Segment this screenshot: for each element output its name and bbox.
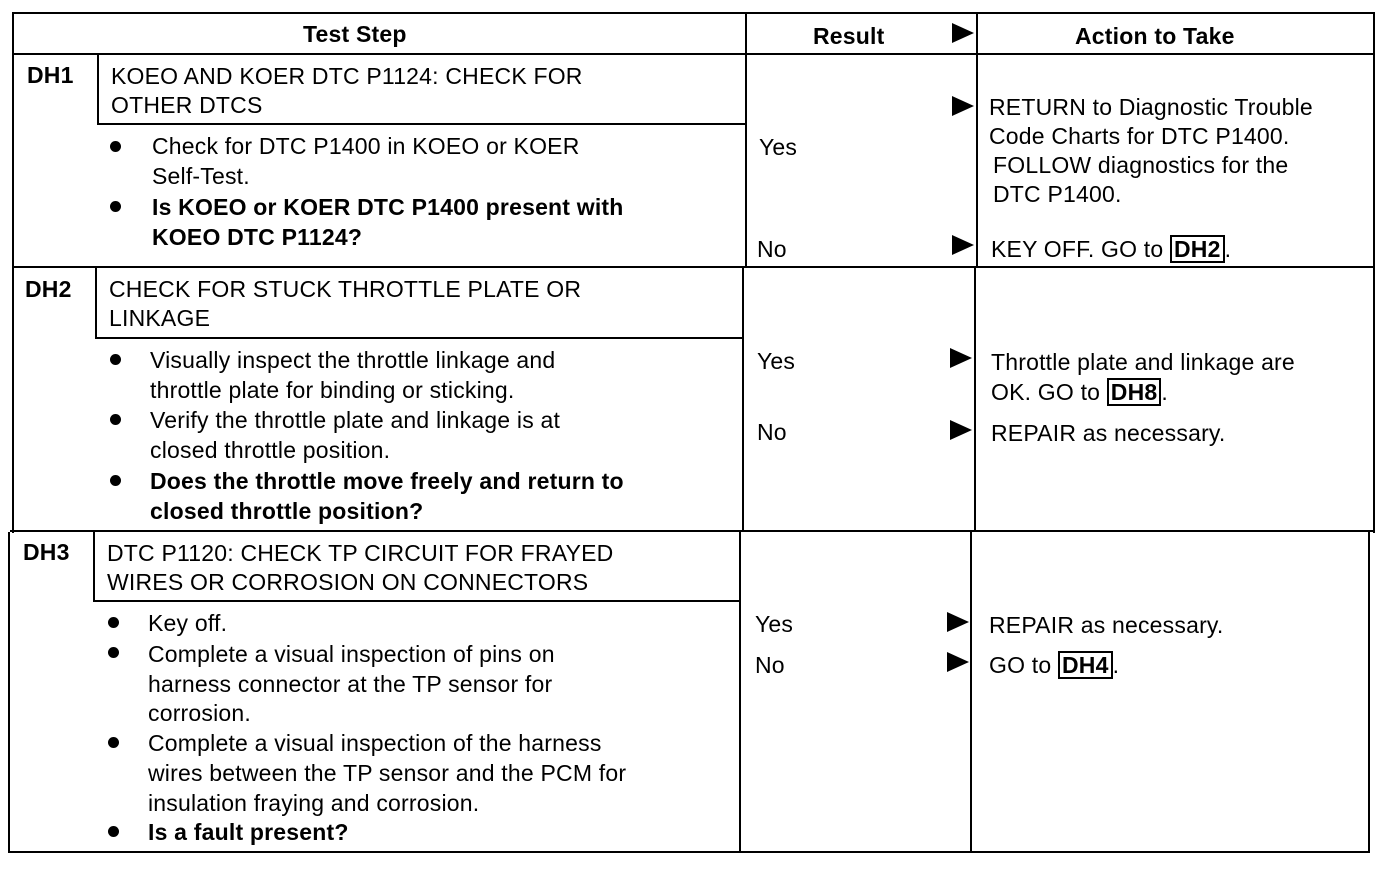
dh2-question-line1: Does the throttle move freely and return to bbox=[150, 468, 624, 494]
row-divider-dh2-dh3 bbox=[10, 530, 1374, 532]
step-id-dh1: DH1 bbox=[27, 62, 74, 88]
table-border-right-lower bbox=[1368, 532, 1370, 853]
bullet-icon bbox=[108, 647, 119, 658]
dh2-yes-action-line2 bbox=[991, 377, 1168, 407]
dh2-bullet1-line2: throttle plate for binding or sticking. bbox=[150, 377, 515, 403]
dh1-title-line2: OTHER DTCS bbox=[111, 92, 263, 118]
dh3-no-action-period: . bbox=[1112, 652, 1120, 678]
dh3-bullet3-line1: Complete a visual inspection of the harness bbox=[148, 730, 602, 756]
dh2-bullet2-line2: closed throttle position. bbox=[150, 437, 391, 463]
row-divider-dh1-dh2 bbox=[12, 266, 1374, 268]
header-arrow-icon bbox=[952, 23, 974, 43]
step-reference-link-dh2[interactable]: DH2 bbox=[1170, 235, 1225, 263]
dh1-question-line2: KOEO DTC P1124? bbox=[152, 224, 363, 250]
table-border-top bbox=[14, 12, 1375, 14]
dh1-yes-action-line4: DTC P1400. bbox=[993, 181, 1122, 207]
dh1-yes-arrow-icon bbox=[952, 96, 974, 116]
column-divider-action-3 bbox=[970, 530, 972, 853]
column-divider-result-3 bbox=[739, 530, 741, 853]
column-divider-action bbox=[976, 12, 978, 268]
dh3-bullet2-line2: harness connector at the TP sensor for bbox=[148, 671, 553, 697]
dh1-no-action-period: . bbox=[1224, 236, 1232, 262]
dh1-question-line1: Is KOEO or KOER DTC P1400 present with bbox=[152, 194, 624, 220]
dh3-no-action bbox=[989, 650, 1119, 680]
header-test-step: Test Step bbox=[303, 21, 407, 47]
dh3-no-arrow-icon bbox=[947, 652, 969, 672]
column-divider-action-2 bbox=[974, 266, 976, 532]
step-id-dh3: DH3 bbox=[23, 539, 70, 565]
bullet-icon bbox=[110, 414, 121, 425]
dh1-result-yes: Yes bbox=[759, 134, 798, 160]
dh1-title-line1: KOEO AND KOER DTC P1124: CHECK FOR bbox=[111, 63, 583, 89]
bullet-icon bbox=[110, 201, 121, 212]
dh2-bullet1-line1: Visually inspect the throttle linkage and bbox=[150, 347, 556, 373]
dh3-result-no: No bbox=[755, 652, 785, 678]
bullet-icon bbox=[108, 737, 119, 748]
dh1-no-action-text: KEY OFF. GO to bbox=[991, 236, 1170, 262]
dh2-no-arrow-icon bbox=[950, 420, 972, 440]
dh3-bullet1-line1: Key off. bbox=[148, 610, 228, 636]
dh3-question-line1: Is a fault present? bbox=[148, 819, 349, 845]
table-border-right bbox=[1373, 12, 1375, 533]
dh1-id-divider bbox=[97, 53, 99, 125]
dh3-bullet2-line3: corrosion. bbox=[148, 700, 251, 726]
dh3-bullet3-line2: wires between the TP sensor and the PCM for bbox=[148, 760, 627, 786]
header-bottom-rule bbox=[14, 53, 1375, 55]
dh2-question-line2: closed throttle position? bbox=[150, 498, 424, 524]
table-border-left bbox=[12, 12, 14, 533]
dh3-bullet2-line1: Complete a visual inspection of pins on bbox=[148, 641, 555, 667]
step-reference-link-dh8[interactable]: DH8 bbox=[1107, 378, 1162, 406]
dh2-yes-action-period: . bbox=[1161, 379, 1168, 405]
dh1-no-arrow-icon bbox=[952, 235, 974, 255]
dh3-result-yes: Yes bbox=[755, 611, 794, 637]
dh3-yes-action: REPAIR as necessary. bbox=[989, 612, 1224, 638]
dh1-bullet1-line1: Check for DTC P1400 in KOEO or KOER bbox=[152, 133, 580, 159]
dh3-title-rule bbox=[93, 600, 739, 602]
dh2-title-line1: CHECK FOR STUCK THROTTLE PLATE OR bbox=[109, 276, 582, 302]
dh1-title-rule bbox=[97, 123, 745, 125]
column-divider-result-2 bbox=[742, 266, 744, 532]
step-reference-link-dh4[interactable]: DH4 bbox=[1058, 651, 1113, 679]
dh3-title-line2: WIRES OR CORROSION ON CONNECTORS bbox=[107, 569, 589, 595]
bullet-icon bbox=[108, 826, 119, 837]
column-divider-result bbox=[745, 12, 747, 268]
header-action-to-take: Action to Take bbox=[1075, 23, 1235, 49]
dh2-id-divider bbox=[95, 266, 97, 338]
dh2-yes-action-text: OK. GO to bbox=[991, 379, 1107, 405]
dh2-yes-action-line1: Throttle plate and linkage are bbox=[991, 349, 1295, 375]
bullet-icon bbox=[110, 141, 121, 152]
dh3-yes-arrow-icon bbox=[947, 612, 969, 632]
dh2-result-yes: Yes bbox=[757, 348, 796, 374]
dh1-result-no: No bbox=[757, 236, 787, 262]
dh1-yes-action-line2: Code Charts for DTC P1400. bbox=[989, 123, 1290, 149]
dh2-no-action: REPAIR as necessary. bbox=[991, 420, 1226, 446]
dh2-yes-arrow-icon bbox=[950, 348, 972, 368]
table-border-bottom bbox=[8, 851, 1370, 853]
step-id-dh2: DH2 bbox=[25, 276, 72, 302]
table-border-left-lower bbox=[8, 532, 10, 853]
dh3-no-action-text: GO to bbox=[989, 652, 1058, 678]
dh2-result-no: No bbox=[757, 419, 787, 445]
dh1-yes-action-line3: FOLLOW diagnostics for the bbox=[993, 152, 1289, 178]
dh3-title-line1: DTC P1120: CHECK TP CIRCUIT FOR FRAYED bbox=[107, 540, 614, 566]
dh3-bullet3-line3: insulation fraying and corrosion. bbox=[148, 790, 480, 816]
dh1-bullet1-line2: Self-Test. bbox=[152, 163, 250, 189]
dh2-title-rule bbox=[95, 337, 742, 339]
bullet-icon bbox=[108, 617, 119, 628]
dh2-title-line2: LINKAGE bbox=[109, 305, 211, 331]
bullet-icon bbox=[110, 475, 121, 486]
header-result: Result bbox=[813, 23, 885, 49]
dh1-no-action bbox=[991, 234, 1231, 264]
bullet-icon bbox=[110, 354, 121, 365]
dh1-yes-action-line1: RETURN to Diagnostic Trouble bbox=[989, 94, 1313, 120]
dh2-bullet2-line1: Verify the throttle plate and linkage is at bbox=[150, 407, 561, 433]
dh3-id-divider bbox=[93, 530, 95, 602]
